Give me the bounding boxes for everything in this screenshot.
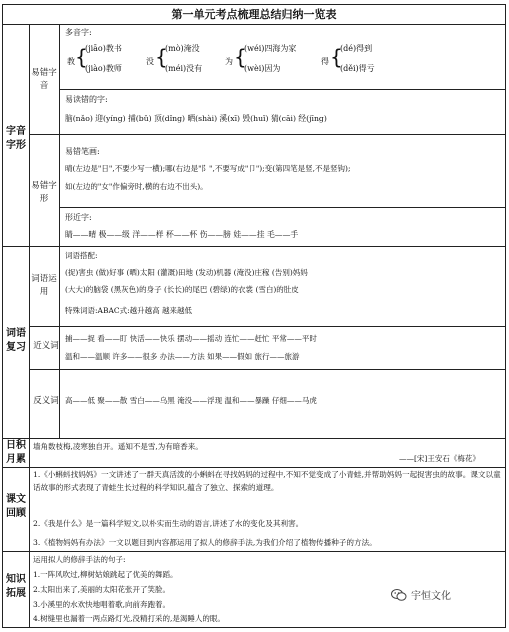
divider [3, 24, 505, 25]
section-zi-yin-zi-xing [5, 125, 27, 153]
section-ke-wen-hui-gu [5, 493, 27, 521]
extension-sentence: 2.太阳出来了,美丽的太阳花张开了笑脸。 [33, 585, 171, 594]
polyphone-item: (jiāo)教书 [85, 44, 122, 53]
miswrite-line: 晴(左边是"日",不要少写一横);哪(右边是"阝",不要写成"卩");变(第四笔是竖,不是竖钩); [65, 164, 351, 173]
section-label: 词语复习 [6, 328, 26, 353]
section-label: 字音字形 [6, 126, 26, 151]
polyphone-item: (jiào)教师 [85, 64, 122, 73]
watermark [391, 587, 451, 602]
divider [3, 551, 505, 552]
polyphone-item: (dé)得到 [340, 44, 373, 53]
synonym-line: 温和——温顺 许多——很多 办法——方法 如果——假如 旅行——旅游 [65, 352, 300, 361]
divider [59, 89, 505, 90]
brace-icon: { [155, 45, 168, 69]
section-zhi-shi-tuo-zhan [5, 573, 27, 601]
divider [29, 134, 505, 135]
wechat-icon [391, 588, 407, 602]
misread-line: 脑(nǎo) 迎(yíng) 捕(bǔ) 顶(dǐng) 晒(shài) 溪(xī) 毁(huǐ) 猜(cāi) 经(jīng) [65, 114, 327, 123]
usage-heading: 词语搭配: [65, 251, 98, 260]
polyphone-item: (méi)没有 [165, 64, 203, 73]
polyphone-item: (mò)淹没 [165, 44, 200, 53]
extension-sentence: 1.一阵风吹过,柳树姑娘跳起了优美的舞蹈。 [33, 570, 178, 579]
polyphones-heading: 多音字: [65, 28, 92, 37]
poem-source: ——[宋]王安石《梅花》 [399, 454, 480, 463]
review-item-2: 2.《我是什么》是一篇科学短文,以朴实而生动的语言,讲述了水的变化及其利害。 [33, 519, 304, 528]
divider [59, 24, 60, 438]
sub-fan-yi-ci: 反义词 [33, 396, 59, 406]
sub-ci-yu-yun-yong: 词语运用 [31, 274, 57, 297]
section-label: 知识拓展 [6, 574, 26, 599]
review-item-1: 1.《小蝌蚪找妈妈》一文讲述了一群天真活泼的小蝌蚪在寻找妈妈的过程中,不知不觉变成了小青蛙,并帮助妈妈一起捉害虫的故事。课文以童话故事的形式表现了青蛙生长过程的科学知识,蕴含了独立、探索的道理。 [33, 470, 501, 492]
section-label: 课文回顾 [6, 494, 26, 519]
usage-line: (大大)的脑袋 (黑灰色)的身子 (长长)的尾巴 (碧绿)的衣裳 (雪白)的肚皮 [65, 285, 299, 294]
polyphone-char: 为 [225, 57, 233, 66]
usage-line: (捉)害虫 (做)好事 (晒)太阳 (灌溉)田地 (发动)机器 (淹没)庄稼 (告别)妈妈 [65, 268, 308, 277]
polyphone-item: (wéi)四海为家 [244, 44, 297, 53]
divider [29, 438, 30, 460]
polyphone-item: (wèi)因为 [244, 64, 281, 73]
polyphone-char: 得 [321, 57, 329, 66]
polyphone-item: (děi)得亏 [340, 64, 375, 73]
miswrite-line: 如(左边的"女"作偏旁时,横的右边不出头)。 [65, 182, 208, 191]
sub-jin-yi-ci: 近义词 [33, 341, 59, 351]
brace-icon: { [234, 45, 247, 69]
divider [29, 24, 30, 458]
divider [3, 438, 505, 439]
section-ci-yu-fu-xi [5, 327, 27, 355]
sub-yi-cuo-zi-yin: 易错字音 [31, 68, 57, 91]
misread-heading: 易读错的字: [65, 95, 108, 104]
extension-sentence: 3.小溪里的水欢快地唱着歌,向前奔跑着。 [33, 600, 171, 609]
review-item-3: 3.《植物妈妈有办法》一文以题目到内容都运用了拟人的修辞手法,为我们介绍了植物传播种子的方法。 [33, 538, 377, 547]
summary-table [2, 4, 506, 628]
watermark-text: 宇恒文化 [411, 591, 451, 602]
divider [3, 246, 505, 247]
poem-text: 墙角数枝梅,凌寒独自开。遥知不是雪,为有暗香来。 [33, 442, 203, 451]
divider [29, 467, 30, 627]
miswrite-heading: 易错笔画: [65, 147, 100, 156]
similar-line: 睛——晴 极——级 洋——样 杯——杯 伤——膀 娃——挂 毛——手 [65, 230, 299, 239]
antonym-line: 高——低 聚——散 雪白——乌黑 淹没——浮现 温和——暴躁 仔细——马虎 [65, 396, 317, 405]
synonym-line: 捕——捉 看——盯 快活——快乐 摆动——摇动 连忙——赶忙 平常——平时 [65, 334, 317, 343]
divider [3, 467, 505, 468]
extension-sentence: 4.树缝里也漏着一两点路灯光,没精打采的,是渴睡人的眼。 [33, 614, 225, 623]
section-ri-ji-yue-lei [5, 439, 27, 467]
extension-heading: 运用拟人的修辞手法的句子: [33, 555, 126, 564]
brace-icon: { [75, 45, 88, 69]
polyphone-char: 教 [67, 57, 75, 66]
page-title: 第一单元考点梳理总结归纳一览表 [171, 8, 337, 21]
sub-yi-cuo-zi-xing: 易错字形 [31, 181, 57, 204]
divider [29, 369, 505, 370]
brace-icon: { [330, 45, 343, 69]
section-label: 日积月累 [6, 440, 26, 465]
usage-special: 特殊词语:ABAC式:越升越高 越来越低 [65, 306, 193, 315]
similar-heading: 形近字: [65, 213, 92, 222]
divider [29, 326, 505, 327]
polyphone-char: 没 [146, 57, 154, 66]
divider [59, 207, 505, 208]
